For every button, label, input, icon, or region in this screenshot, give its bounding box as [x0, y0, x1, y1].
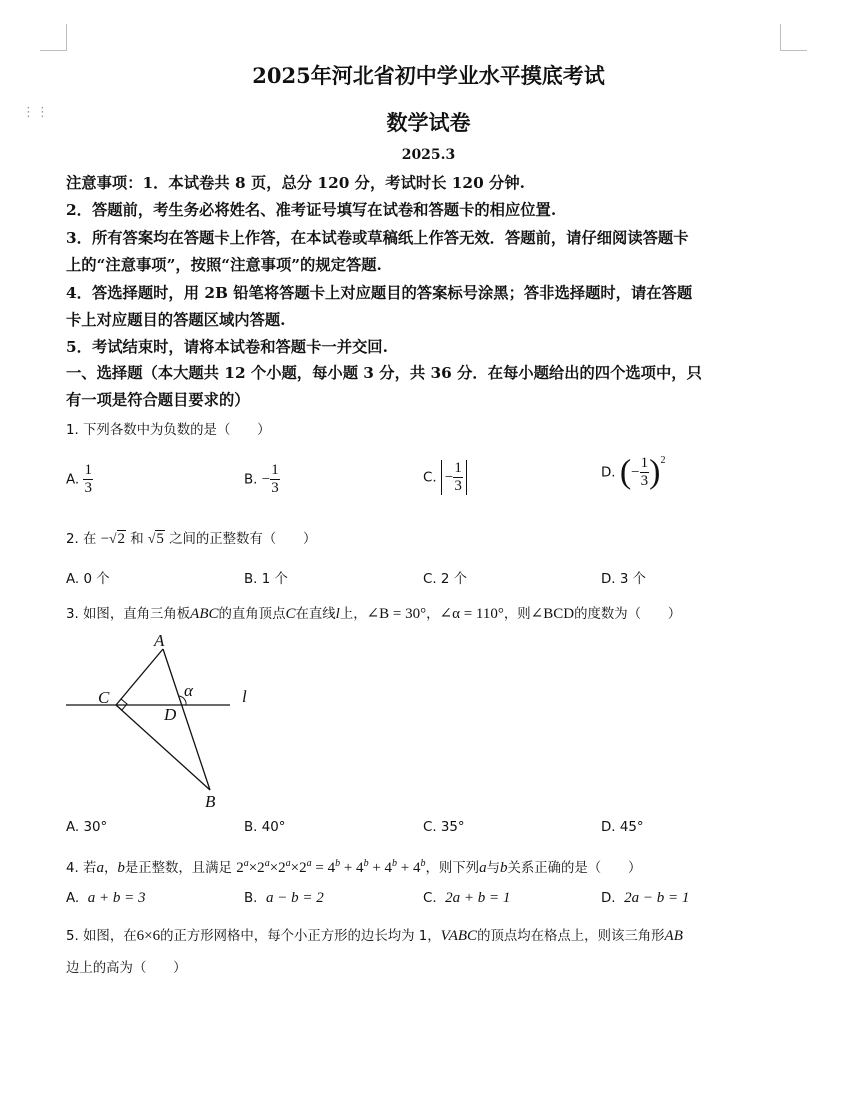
page-corner-mark-top-left	[40, 24, 67, 51]
notice-line-2: 2．答题前，考生务必将姓名、准考证号填写在试卷和答题卡的相应位置.	[66, 201, 557, 219]
q1-option-c[interactable]: C. − $\frac{1}{3}$	[423, 460, 467, 495]
notice-line-3a: 3．所有答案均在答题卡上作答，在本试卷或草稿纸上作答无效．答题前，请仔细阅读答题卡	[66, 229, 689, 247]
question-1-stem: 1. 下列各数中为负数的是（ ）	[66, 423, 271, 438]
q4-option-c[interactable]: C. 2a + b = 1	[423, 890, 511, 906]
drag-handle-icon[interactable]: ⋮⋮	[22, 105, 50, 120]
notice-line-4b: 卡上对应题目的答题区域内答题.	[66, 311, 286, 329]
q4-option-b[interactable]: B. a − b = 2	[244, 890, 324, 906]
question-5-stem-line-2: 边上的高为（ ）	[66, 961, 187, 976]
q4-option-a[interactable]: A. a + b = 3	[66, 890, 146, 906]
section-heading-b: 有一项是符合题目要求的）	[66, 391, 250, 409]
q3-option-b[interactable]: B. 40°	[244, 820, 286, 835]
q4-option-d[interactable]: D. 2a − b = 1	[601, 890, 690, 906]
label-B: B	[205, 792, 216, 811]
page-corner-mark-top-right	[780, 24, 807, 51]
exam-title: 2025年河北省初中学业水平摸底考试	[252, 63, 605, 88]
section-heading-a: 一、选择题（本大题共 12 个小题，每小题 3 分，共 36 分．在每小题给出的四个选项中，只	[66, 364, 702, 382]
q4-equation: $2^a\times 2^a\times 2^a\times 2^a = 4^b + 4^b + 4^b + 4^b$	[236, 858, 426, 876]
exam-date: 2025.3	[401, 147, 456, 163]
side-ca	[116, 649, 163, 705]
label-A: A	[154, 631, 165, 650]
q3-option-c[interactable]: C. 35°	[423, 820, 465, 835]
q1-option-a[interactable]: A. $\frac{1}{3}$	[66, 462, 92, 496]
q1-option-b[interactable]: B. − $\frac{1}{3}$	[244, 462, 279, 496]
notice-line-1: 注意事项：1．本试卷共 8 页，总分 120 分，考试时长 120 分钟.	[66, 174, 525, 192]
exam-subtitle: 数学试卷	[386, 110, 471, 135]
label-alpha: α	[184, 681, 193, 700]
q2-option-d[interactable]: D. 3 个	[601, 572, 646, 587]
question-5-stem: 5. 如图，在6×6的正方形网格中，每个小正方形的边长均为 1，VABC的顶点均在格点上，则该三角形AB	[66, 928, 683, 944]
label-l: l	[242, 687, 247, 706]
q2-option-a[interactable]: A. 0 个	[66, 572, 110, 587]
q1-option-d[interactable]: D. (− $\frac{1}{3}$ )$^2$	[601, 453, 666, 491]
question-2-stem: 2. 在 −√2 和 √5 之间的正整数有（ ）	[66, 531, 317, 547]
q3-option-d[interactable]: D. 45°	[601, 820, 644, 835]
question-3-stem: 3. 如图，直角三角板ABC的直角顶点C在直线l上，∠B = 30°，∠α = 110°，则∠BCD的度数为（ ）	[66, 606, 682, 622]
q3-triangle-figure	[60, 630, 270, 815]
question-4-stem: 4. 若a，b是正整数，且满足 $2^a\times 2^a\times 2^a\times 2^a = 4^b + 4^b + 4^b + 4^b$，则下列a与b关系正确的是（ ）	[66, 858, 642, 876]
q2-option-b[interactable]: B. 1 个	[244, 572, 288, 587]
q2-option-c[interactable]: C. 2 个	[423, 572, 468, 587]
label-D: D	[164, 705, 177, 724]
q3-option-a[interactable]: A. 30°	[66, 820, 108, 835]
notice-line-4a: 4．答选择题时，用 2B 铅笔将答题卡上对应题目的答案标号涂黑；答非选择题时，请在答题	[66, 284, 693, 302]
notice-line-5: 5．考试结束时，请将本试卷和答题卡一并交回.	[66, 338, 388, 356]
label-C: C	[98, 688, 110, 707]
notice-line-3b: 上的“注意事项”，按照“注意事项”的规定答题.	[66, 256, 382, 274]
